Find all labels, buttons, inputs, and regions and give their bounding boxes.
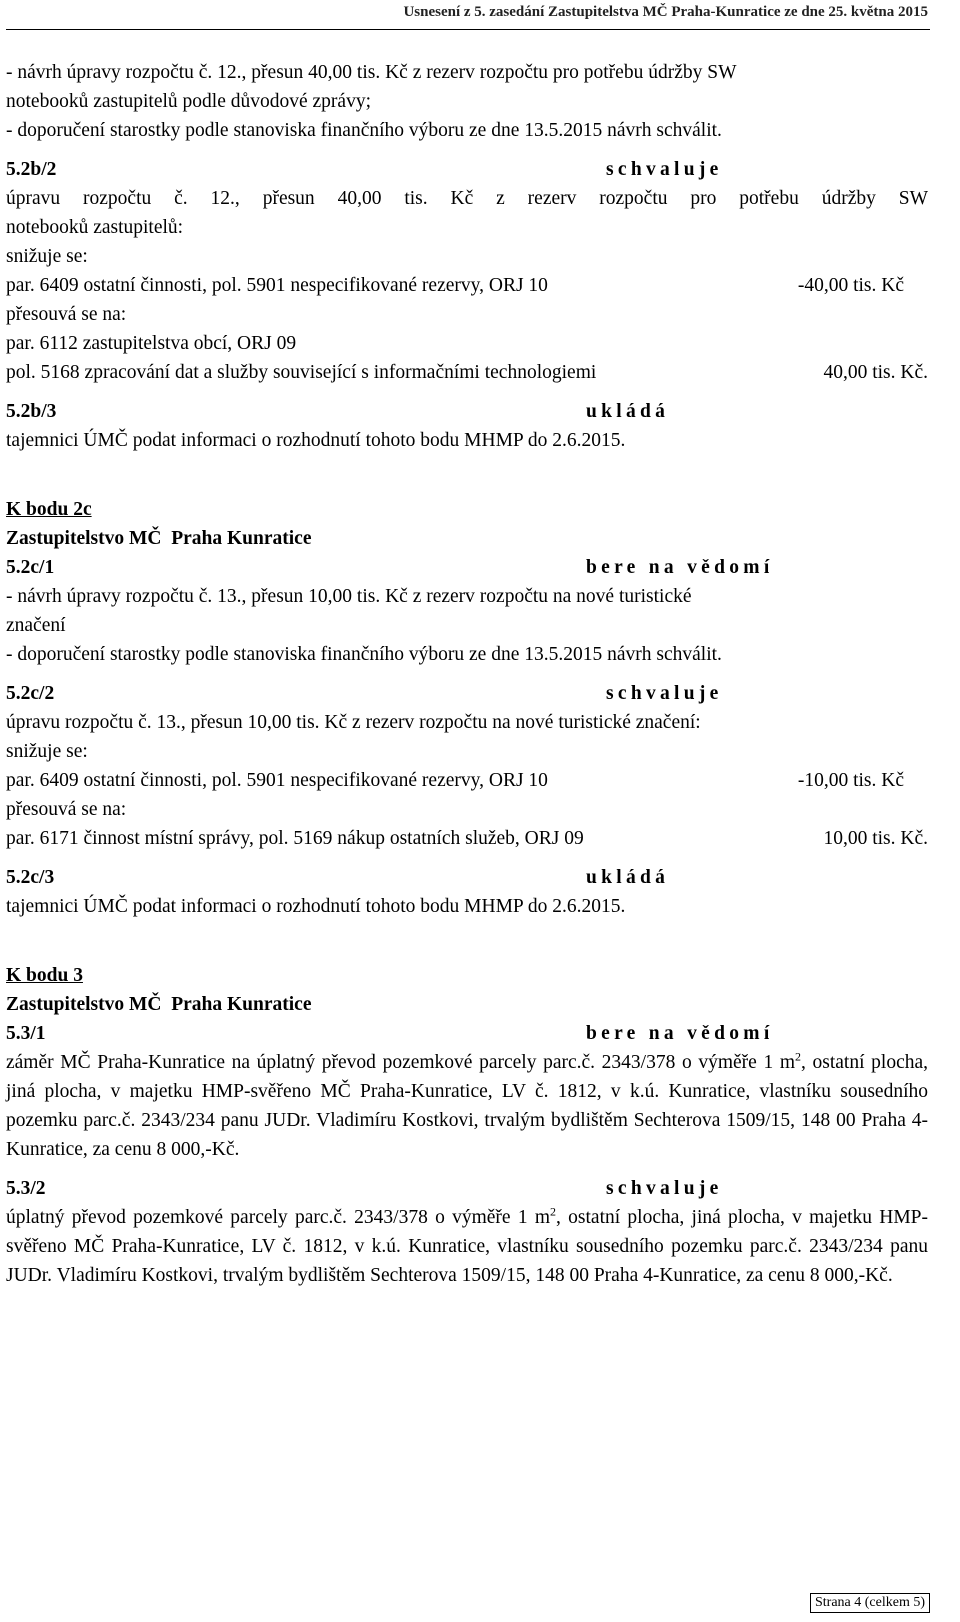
text-line: notebooků zastupitelů podle důvodové zprávy; — [6, 91, 371, 112]
text-line: - doporučení starostky podle stanoviska finančního výboru ze dne 13.5.2015 návrh schválit. — [6, 644, 722, 665]
resolution-heading — [6, 863, 928, 892]
resolution-heading — [6, 1174, 928, 1203]
header-rule — [6, 29, 930, 30]
text-line: úpravu rozpočtu č. 13., přesun 10,00 tis. Kč z rezerv rozpočtu na nové turistické značení: — [6, 712, 701, 733]
budget-row — [6, 766, 928, 795]
resolution-verb: schvaluje — [606, 683, 723, 704]
resolution-paragraph: záměr MČ Praha-Kunratice na úplatný převod pozemkové parcely parc.č. 2343/378 o výměře 1 $m^2$, ostatní plocha, jiná plocha, v majetku HMP-svěřeno MČ Praha-Kunratice, LV č. 1812, v k.ú. Kunratice, vlastníku sousedního pozemku parc.č. 2343/234 panu JUDr. Vladimíru Kostkovi, trvalým bydlištěm Sechterova 1509/15, 148 00 Praha 4-Kunratice, za cenu 8 000,-Kč. — [6, 1049, 929, 1160]
text-line: úpravu rozpočtu č. 12., přesun 40,00 tis. Kč z rezerv rozpočtu pro potřebu údržby SW — [6, 188, 928, 209]
budget-amount: 10,00 tis. Kč. — [823, 828, 928, 849]
resolution-verb: ukládá — [586, 867, 670, 888]
section-title: K bodu 3 — [6, 965, 83, 986]
resolution-verb: bere na vědomí — [586, 1023, 774, 1044]
budget-item: pol. 5168 zpracování dat a služby související s informačními technologiemi — [6, 362, 597, 383]
budget-row — [6, 358, 928, 387]
budget-amount: -40,00 tis. Kč — [797, 275, 904, 296]
resolution-heading — [6, 679, 928, 708]
budget-amount: -10,00 tis. Kč — [797, 770, 904, 791]
resolution-paragraph: úplatný převod pozemkové parcely parc.č. 2343/378 o výměře 1 $m^2$, ostatní plocha, jiná plocha, v majetku HMP-svěřeno MČ Praha-Kunratice, LV č. 1812, v k.ú. Kunratice, vlastníku sousedního pozemku parc.č. 2343/234 panu JUDr. Vladimíru Kostkovi, trvalým bydlištěm Sechterova 1509/15, 148 00 Praha 4-Kunratice, za cenu 8 000,-Kč. — [6, 1204, 929, 1286]
resolution-verb: schvaluje — [606, 1178, 723, 1199]
budget-row — [6, 271, 928, 300]
page-number-box: Strana 4 (celkem 5) — [810, 1593, 930, 1613]
section-title: K bodu 2c — [6, 499, 92, 520]
resolution-number: 5.2c/2 — [6, 683, 55, 704]
resolution-verb: bere na vědomí — [586, 557, 774, 578]
text-line: tajemnici ÚMČ podat informaci o rozhodnutí tohoto bodu MHMP do 2.6.2015. — [6, 430, 626, 451]
resolution-number: 5.3/1 — [6, 1023, 46, 1044]
resolution-heading — [6, 397, 928, 426]
resolution-verb: ukládá — [586, 401, 670, 422]
text-line: přesouvá se na: — [6, 799, 127, 820]
document-body — [6, 58, 928, 1290]
section-org: Zastupitelstvo MČ Praha Kunratice — [6, 994, 312, 1015]
resolution-heading — [6, 553, 928, 582]
text-line: přesouvá se na: — [6, 304, 127, 325]
resolution-number: 5.2b/3 — [6, 401, 57, 422]
section-org: Zastupitelstvo MČ Praha Kunratice — [6, 528, 312, 549]
running-header: Usnesení z 5. zasedání Zastupitelstva MČ Praha-Kunratice ze dne 25. května 2015 — [403, 4, 928, 20]
resolution-number: 5.3/2 — [6, 1178, 46, 1199]
text-line: - návrh úpravy rozpočtu č. 12., přesun 40,00 tis. Kč z rezerv rozpočtu pro potřebu údržby SW — [6, 62, 737, 83]
text-line: značení — [6, 615, 66, 636]
text-line: tajemnici ÚMČ podat informaci o rozhodnutí tohoto bodu MHMP do 2.6.2015. — [6, 896, 626, 917]
text-line: par. 6112 zastupitelstva obcí, ORJ 09 — [6, 333, 297, 354]
budget-item: par. 6409 ostatní činnosti, pol. 5901 nespecifikované rezervy, ORJ 10 — [6, 275, 548, 296]
text-line: snižuje se: — [6, 246, 88, 267]
text-line: - doporučení starostky podle stanoviska finančního výboru ze dne 13.5.2015 návrh schválit. — [6, 120, 722, 141]
text-line: notebooků zastupitelů: — [6, 217, 184, 238]
resolution-number: 5.2c/3 — [6, 867, 55, 888]
resolution-heading — [6, 155, 928, 184]
resolution-number: 5.2c/1 — [6, 557, 55, 578]
budget-item: par. 6171 činnost místní správy, pol. 5169 nákup ostatních služeb, ORJ 09 — [6, 828, 584, 849]
text-line: - návrh úpravy rozpočtu č. 13., přesun 10,00 tis. Kč z rezerv rozpočtu na nové turistické — [6, 586, 692, 607]
resolution-number: 5.2b/2 — [6, 159, 57, 180]
resolution-verb: schvaluje — [606, 159, 723, 180]
resolution-heading — [6, 1019, 928, 1048]
budget-item: par. 6409 ostatní činnosti, pol. 5901 nespecifikované rezervy, ORJ 10 — [6, 770, 548, 791]
budget-row — [6, 824, 928, 853]
text-line: snižuje se: — [6, 741, 88, 762]
budget-amount: 40,00 tis. Kč. — [823, 362, 928, 383]
